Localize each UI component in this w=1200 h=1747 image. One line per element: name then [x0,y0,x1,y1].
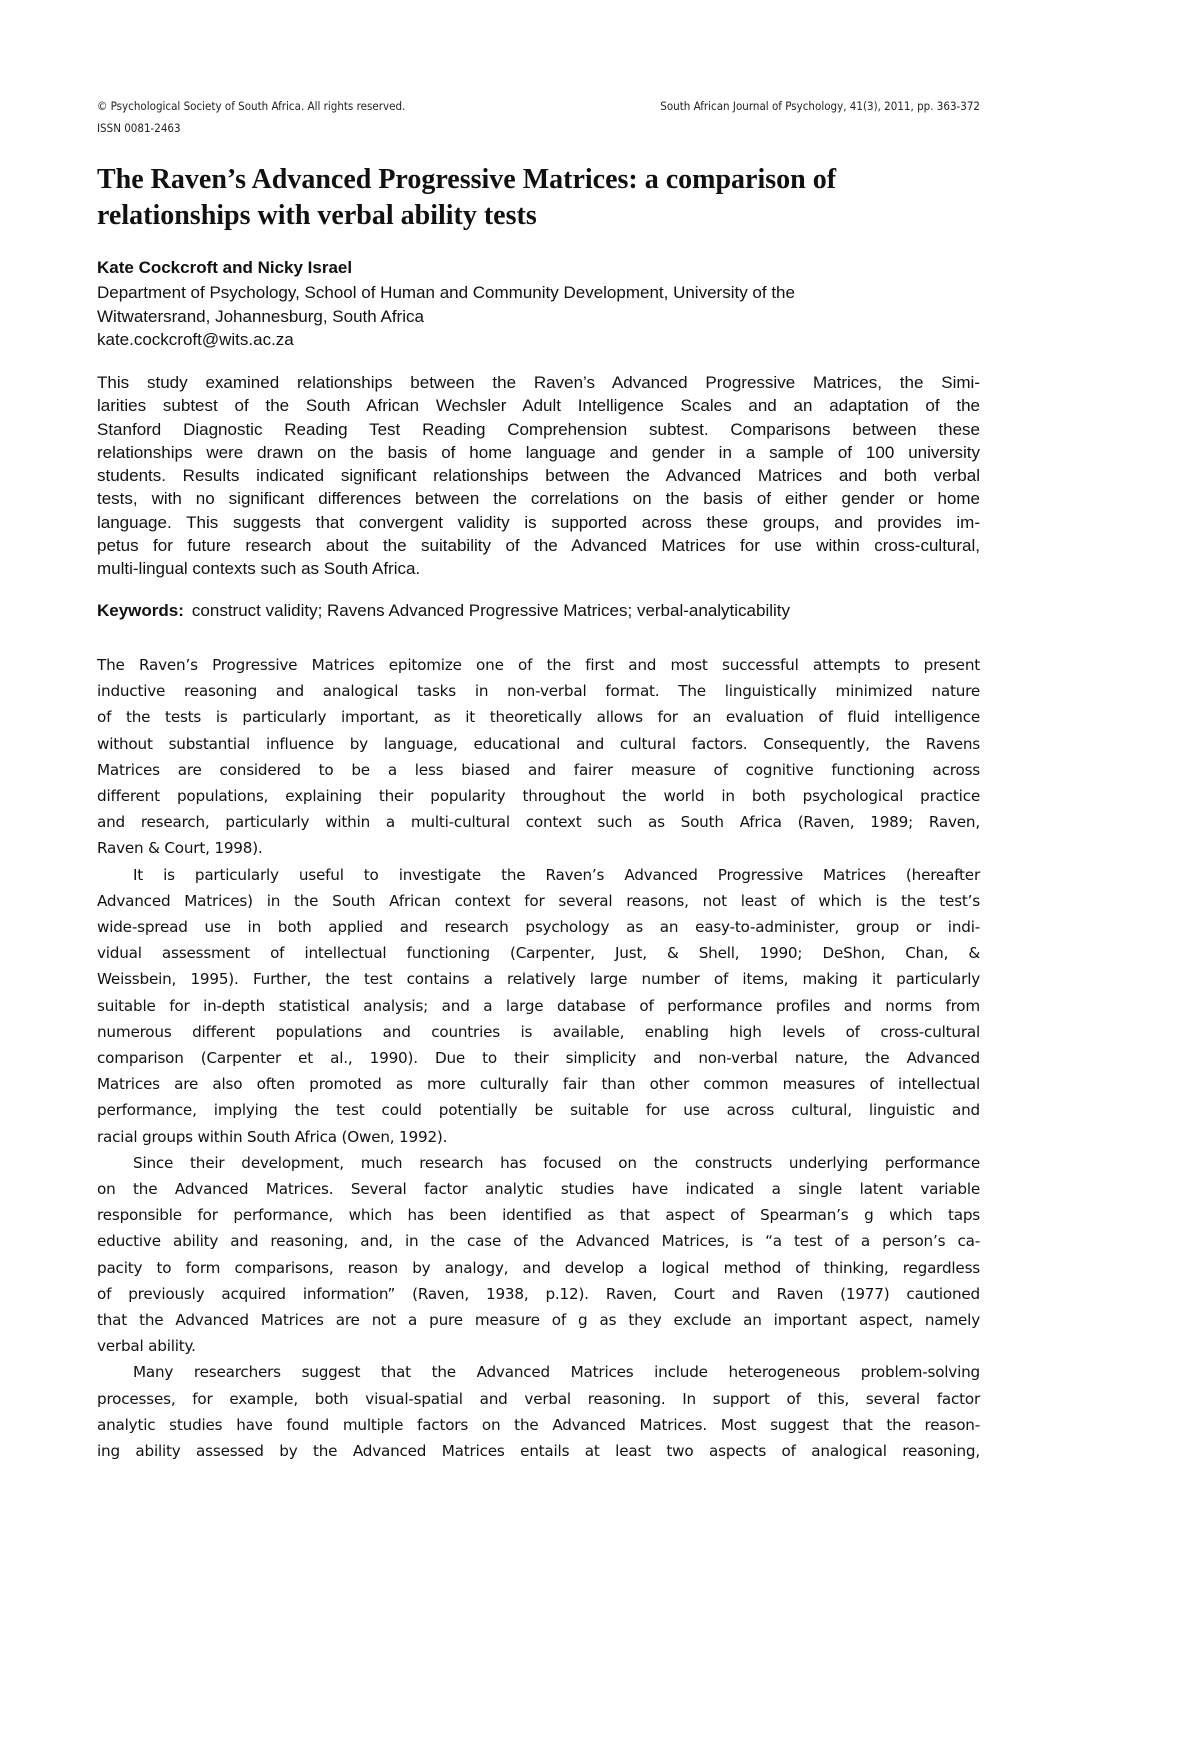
body-line: ing ability assessed by the Advanced Matrices entails at least two aspects of analogical reasoning, [97,1442,980,1461]
abstract-line: petus for future research about the suitability of the Advanced Matrices for use within cross-cultural, [97,536,980,556]
body-paragraph [97,652,980,862]
body-line: on the Advanced Matrices. Several factor analytic studies have indicated a single latent variable [97,1180,980,1199]
keywords [97,601,790,621]
abstract-line: language. This suggests that convergent validity is supported across these groups, and provides im- [97,512,980,532]
body-line: Raven & Court, 1998). [97,839,263,858]
body-line: verbal ability. [97,1337,196,1356]
body-line: Weissbein, 1995). Further, the test contains a relatively large number of items, making it particularly [97,970,980,989]
body-line: pacity to form comparisons, reason by analogy, and develop a logical method of thinking, regardless [97,1258,980,1277]
body-line: wide-spread use in both applied and research psychology as an easy-to-administer, group or indi- [97,918,980,937]
author-email: kate.cockcroft@wits.ac.za [97,330,294,349]
keywords-label: Keywords: [97,601,184,620]
journal-citation: South African Journal of Psychology, 41(3), 2011, pp. 363-372 [660,99,980,113]
body-line: It is particularly useful to investigate the Raven’s Advanced Progressive Matrices (hereafter [133,865,980,884]
affiliation-line: Department of Psychology, School of Human and Community Development, University of the [97,283,795,302]
abstract-line: larities subtest of the South African Wechsler Adult Intelligence Scales and an adaptation of the [97,396,980,416]
body-line: Matrices are also often promoted as more culturally fair than other common measures of intellectual [97,1075,980,1094]
body-line: responsible for performance, which has been identified as that aspect of Spearman’s g which taps [97,1206,980,1225]
body-line: and research, particularly within a multi-cultural context such as South Africa (Raven, 1989; Raven, [97,813,980,832]
abstract-line: Stanford Diagnostic Reading Test Reading Comprehension subtest. Comparisons between these [97,419,980,439]
issn: ISSN 0081-2463 [97,121,181,135]
abstract-line: multi-lingual contexts such as South Africa. [97,559,421,579]
body-paragraph [97,1359,980,1464]
body-line: that the Advanced Matrices are not a pure measure of g as they exclude an important aspect, namely [97,1311,980,1330]
abstract-line: tests, with no significant differences between the correlations on the basis of either gender or home [97,489,980,509]
abstract-line: relationships were drawn on the basis of home language and gender in a sample of 100 university [97,442,980,462]
body-line: Many researchers suggest that the Advanced Matrices include heterogeneous problem-solving [133,1363,980,1382]
body-line: of the tests is particularly important, as it theoretically allows for an evaluation of fluid intelligence [97,708,980,727]
body-line: numerous different populations and countries is available, enabling high levels of cross-cultural [97,1022,980,1041]
body-line: without substantial influence by language, educational and cultural factors. Consequently, the Ravens [97,734,980,753]
body-line: processes, for example, both visual-spatial and verbal reasoning. In support of this, several factor [97,1389,980,1408]
body-paragraph [97,1150,980,1360]
body-line: Since their development, much research has focused on the constructs underlying performance [133,1153,980,1172]
body-text [97,652,980,1464]
body-line: Advanced Matrices) in the South African context for several reasons, not least of which is the test’s [97,891,980,910]
affiliation-line: Witwatersrand, Johannesburg, South Africa [97,306,424,326]
abstract-line: This study examined relationships between the Raven’s Advanced Progressive Matrices, the Simi- [97,373,980,392]
body-line: Matrices are considered to be a less biased and fairer measure of cognitive functioning across [97,760,980,779]
abstract-line: students. Results indicated significant relationships between the Advanced Matrices and both verbal [97,466,980,486]
body-line: The Raven’s Progressive Matrices epitomize one of the first and most successful attempts to present [97,656,980,674]
body-line: different populations, explaining their popularity throughout the world in both psychological practice [97,787,980,806]
affiliation [97,281,795,352]
paper-title [97,162,980,234]
body-line: of previously acquired information” (Raven, 1938, p.12). Raven, Court and Raven (1977) cautioned [97,1284,980,1303]
authors: Kate Cockcroft and Nicky Israel [97,258,353,277]
body-paragraph [97,862,980,1150]
body-line: eductive ability and reasoning, and, in the case of the Advanced Matrices, is “a test of a person’s ca- [97,1232,980,1251]
body-line: vidual assessment of intellectual functioning (Carpenter, Just, & Shell, 1990; DeShon, Chan, & [97,944,980,963]
body-line: performance, implying the test could potentially be suitable for use across cultural, linguistic and [97,1101,980,1120]
body-line: suitable for in-depth statistical analysis; and a large database of performance profiles and norms from [97,996,980,1015]
body-line: racial groups within South Africa (Owen, 1992). [97,1127,448,1146]
keywords-text: construct validity; Ravens Advanced Progressive Matrices; verbal-analyticability [191,601,791,620]
body-line: comparison (Carpenter et al., 1990). Due to their simplicity and non-verbal nature, the Advanced [97,1049,980,1068]
body-line: analytic studies have found multiple factors on the Advanced Matrices. Most suggest that the reason- [97,1415,980,1434]
abstract [97,371,980,581]
body-line: inductive reasoning and analogical tasks in non-verbal format. The linguistically minimized nature [97,682,980,701]
copyright-notice: © Psychological Society of South Africa. All rights reserved. [97,99,406,113]
title-line: relationships with verbal ability tests [97,200,537,231]
title-line: The Raven’s Advanced Progressive Matrices: a comparison of [97,164,837,195]
